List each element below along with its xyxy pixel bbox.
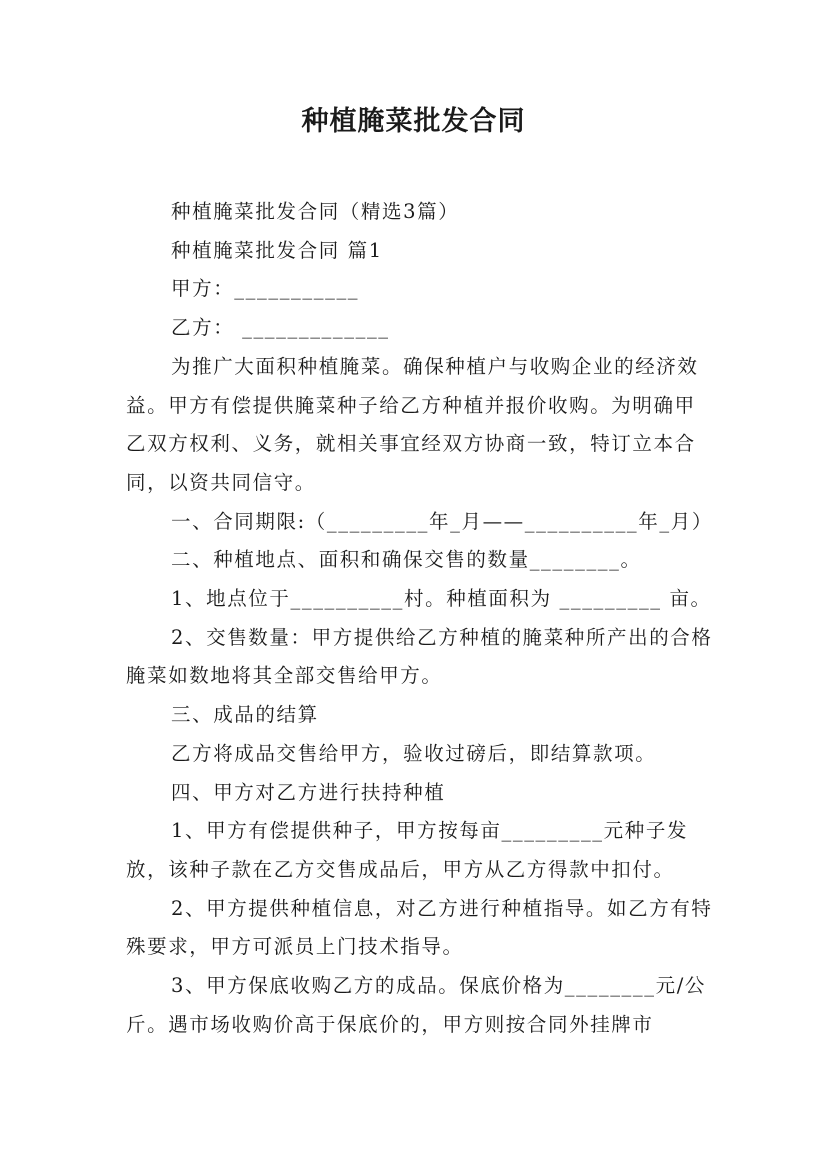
paragraph-guaranteed-price: 3、甲方保底收购乙方的成品。保底价格为________元/公斤。遇市场收购价高于保底价的，甲方则按合同外挂牌市 xyxy=(126,974,706,1036)
paragraph-seed-supply: 1、甲方有偿提供种子，甲方按每亩_________元种子发放，该种子款在乙方交售成品后，甲方从乙方得款中扣付。 xyxy=(126,819,689,881)
paragraph-term: 一、合同期限:（_________年_月——__________年_月） xyxy=(171,509,713,533)
paragraph-section-heading: 种植腌菜批发合同 篇1 xyxy=(171,238,383,262)
paragraph-location: 1、地点位于__________村。种植面积为 _________ 亩。 xyxy=(171,587,712,611)
paragraph-party-a: 甲方：___________ xyxy=(171,277,360,301)
paragraph-location-heading: 二、种植地点、面积和确保交售的数量________。 xyxy=(171,548,642,572)
paragraph-guidance: 2、甲方提供种植信息，对乙方进行种植指导。如乙方有特殊要求，甲方可派员上门技术指导。 xyxy=(126,896,713,959)
document-title: 种植腌菜批发合同 xyxy=(301,106,526,137)
paragraph-settlement-heading: 三、成品的结算 xyxy=(171,703,319,727)
paragraph-preamble: 为推广大面积种植腌菜。确保种植户与收购企业的经济效益。甲方有偿提供腌菜种子给乙方种植并报价收购。为明确甲乙双方权利、义务，就相关事宜经双方协商一致，特订立本合同，以资共同信守。 xyxy=(126,354,699,494)
paragraph-support-heading: 四、甲方对乙方进行扶持种植 xyxy=(171,780,446,804)
paragraph-party-b: 乙方： _____________ xyxy=(171,316,390,340)
paragraph-quantity: 2、交售数量：甲方提供给乙方种植的腌菜种所产出的合格腌菜如数地将其全部交售给甲方。 xyxy=(126,625,713,688)
paragraph-subtitle: 种植腌菜批发合同（精选3篇） xyxy=(171,200,460,223)
document-body xyxy=(126,193,716,1044)
paragraph-settlement: 乙方将成品交售给甲方，验收过磅后，即结算款项。 xyxy=(171,741,657,765)
